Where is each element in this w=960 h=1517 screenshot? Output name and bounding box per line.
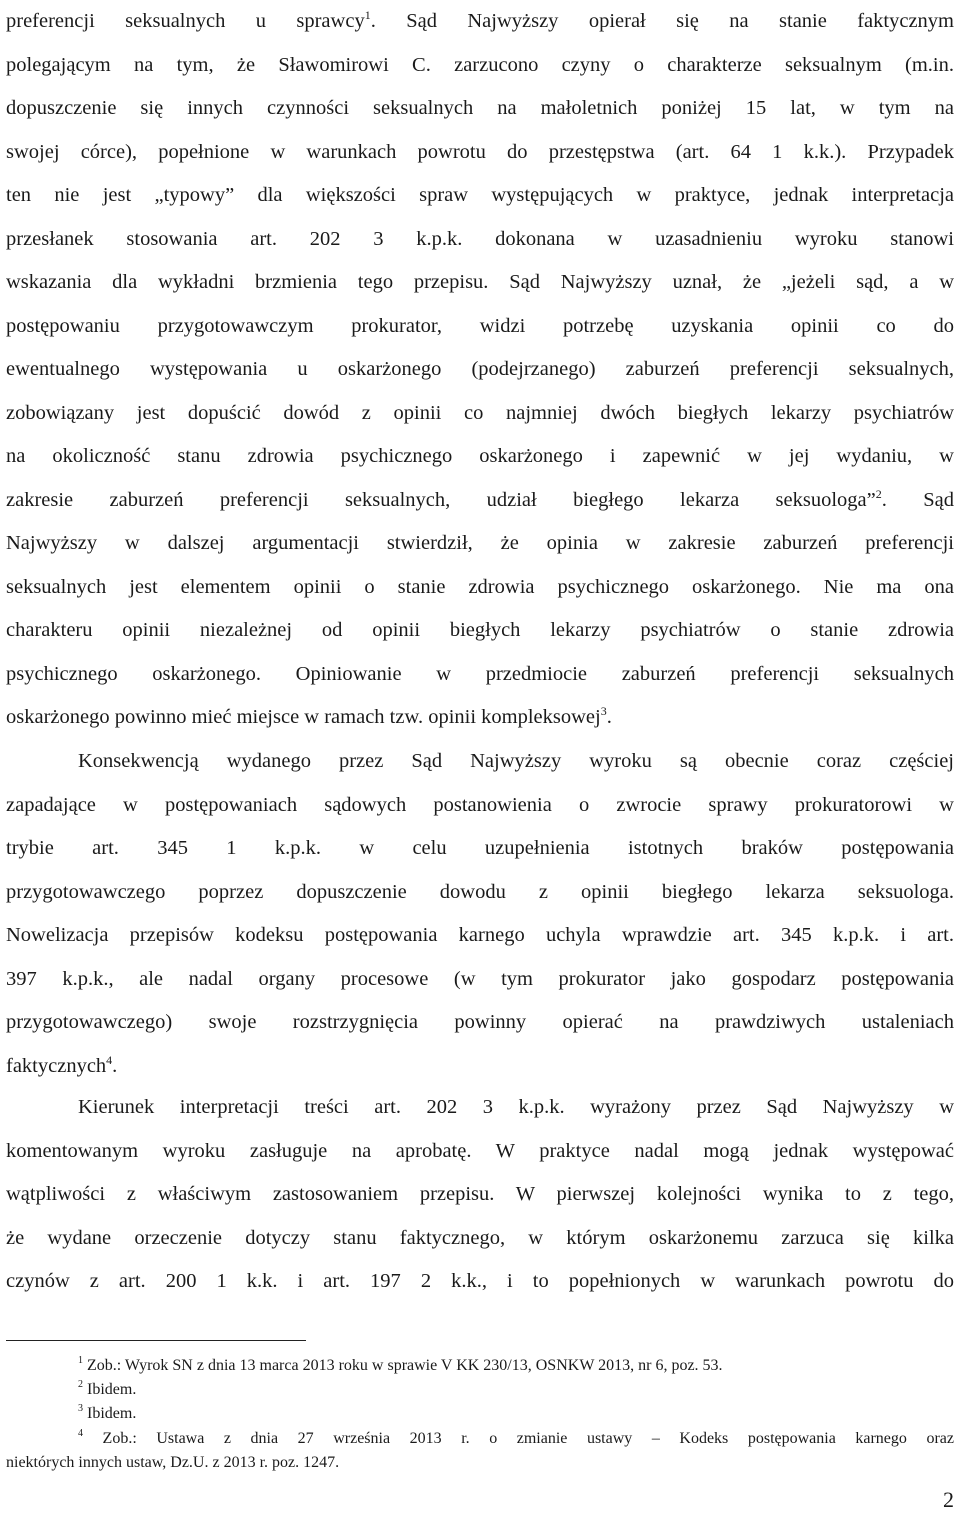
body-line-29 <box>6 1224 954 1252</box>
text-run: na okoliczność stanu zdrowia psychicznego oskarżonego i zapewnić w jej wydaniu, w <box>6 445 954 467</box>
text-run: polegającym na tym, że Sławomirowi C. zarzucono czyny o charakterze seksualnym (m.in. <box>6 53 954 76</box>
text-run: postępowaniu przygotowawczym prokurator, widzi potrzebę uzyskania opinii co do <box>6 314 954 337</box>
footnote-line-2 <box>78 1379 954 1401</box>
text-run: . <box>606 706 612 728</box>
body-line-11 <box>6 442 954 470</box>
body-line-6 <box>6 225 954 253</box>
text-run: zakresie zaburzeń preferencji seksualnych, udział biegłego lekarza seksuologa” <box>6 488 876 511</box>
text-run: faktycznych <box>6 1054 107 1077</box>
page-number: 2 <box>943 1487 954 1512</box>
text-run: Najwyższy w dalszej argumentacji stwierdził, że opinia w zakresie zaburzeń preferencji <box>6 532 954 554</box>
text-run: ewentualnego występowania u oskarżonego (podejrzanego) zaburzeń preferencji seksualnych, <box>6 358 954 380</box>
text-run: charakteru opinii niezależnej od opinii biegłych lekarzy psychiatrów o stanie zdrowia <box>6 619 954 641</box>
text-run: . Sąd <box>881 488 954 511</box>
text-run: . Sąd Najwyższy opierał się na stanie faktycznym <box>370 10 954 32</box>
text-run: przygotowawczego) swoje rozstrzygnięcia powinny opierać na prawdziwych ustaleniach <box>6 1011 954 1033</box>
body-line-9 <box>6 355 954 383</box>
body-line-22 <box>6 921 954 949</box>
body-line-10 <box>6 399 954 427</box>
body-line-24 <box>6 1008 954 1036</box>
text-run: że wydane orzeczenie dotyczy stanu faktycznego, w którym oskarżonemu zarzuca się kilka <box>6 1226 954 1249</box>
body-line-3 <box>6 94 954 122</box>
text-run: komentowanym wyroku zasługuje na aprobatę. W praktyce nadal mogą jednak występować <box>6 1139 954 1162</box>
text-run: Ibidem. <box>83 1405 137 1422</box>
body-line-16 <box>6 660 954 688</box>
footnote-marker: 2 <box>875 486 882 501</box>
body-line-2 <box>6 51 954 79</box>
body-line-19 <box>6 791 954 819</box>
body-line-17 <box>6 703 954 731</box>
body-line-30 <box>6 1267 954 1295</box>
text-run: Kierunek interpretacji treści art. 202 3 k.p.k. wyrażony przez Sąd Najwyższy w <box>78 1096 954 1118</box>
text-run: przesłanek stosowania art. 202 3 k.p.k. dokonana w uzasadnieniu wyroku stanowi <box>6 227 954 250</box>
body-line-8 <box>6 312 954 340</box>
text-run: . <box>112 1054 118 1077</box>
text-run: oskarżonego powinno mieć miejsce w ramach tzw. opinii kompleksowej <box>6 706 601 728</box>
footnote-marker: 1 <box>364 8 371 22</box>
text-run: psychicznego oskarżonego. Opiniowanie w przedmiocie zaburzeń preferencji seksualnych <box>6 662 954 685</box>
text-run: dopuszczenie się innych czynności seksualnych na małoletnich poniżej 15 lat, w tym na <box>6 97 954 119</box>
body-line-27 <box>6 1137 954 1165</box>
body-line-20 <box>6 834 954 862</box>
text-run: trybie art. 345 1 k.p.k. w celu uzupełnienia istotnych braków postępowania <box>6 837 954 859</box>
text-run: Konsekwencją wydanego przez Sąd Najwyższy wyroku są obecnie coraz częściej <box>78 750 954 772</box>
footnote-line-5 <box>6 1452 954 1474</box>
text-run: wątpliwości z właściwym zastosowaniem przepisu. W pierwszej kolejności wynika to z tego, <box>6 1183 954 1205</box>
text-run: seksualnych jest elementem opinii o stanie zdrowia psychicznego oskarżonego. Nie ma ona <box>6 575 954 598</box>
text-run: Ibidem. <box>83 1381 137 1398</box>
body-line-1 <box>6 7 954 35</box>
text-run: Zob.: Wyrok SN z dnia 13 marca 2013 roku w sprawie V KK 230/13, OSNKW 2013, nr 6, poz. 53. <box>83 1357 723 1374</box>
body-line-25 <box>6 1052 954 1080</box>
footnote-marker: 2 <box>78 1379 83 1390</box>
text-run: ten nie jest „typowy” dla większości spraw występujących w praktyce, jednak interpretacja <box>6 184 954 206</box>
text-run: Zob.: Ustawa z dnia 27 września 2013 r. o zmianie ustawy – Kodeks postępowania karnego oraz <box>83 1430 954 1447</box>
body-line-5 <box>6 181 954 209</box>
footnote-separator <box>6 1340 306 1341</box>
text-run: preferencji seksualnych u sprawcy <box>6 10 365 32</box>
text-run: niektórych innych ustaw, Dz.U. z 2013 r. poz. 1247. <box>6 1454 340 1471</box>
footnote-line-3 <box>78 1403 954 1425</box>
body-line-14 <box>6 573 954 601</box>
text-run: Nowelizacja przepisów kodeksu postępowania karnego uchyla wprawdzie art. 345 k.p.k. i art. <box>6 924 954 946</box>
text-run: wskazania dla wykładni brzmienia tego przepisu. Sąd Najwyższy uznał, że „jeżeli sąd, a w <box>6 271 954 293</box>
body-line-26 <box>78 1093 954 1121</box>
footnote-line-4 <box>78 1428 954 1450</box>
body-line-23 <box>6 965 954 993</box>
footnote-marker: 4 <box>78 1428 83 1439</box>
body-line-18 <box>78 747 954 775</box>
text-run: zapadające w postępowaniach sądowych postanowienia o zwrocie sprawy prokuratorowi w <box>6 793 954 816</box>
body-line-7 <box>6 268 954 296</box>
text-run: przygotowawczego poprzez dopuszczenie dowodu z opinii biegłego lekarza seksuologa. <box>6 880 954 903</box>
body-line-4 <box>6 138 954 166</box>
text-run: zobowiązany jest dopuścić dowód z opinii co najmniej dwóch biegłych lekarzy psychiatrów <box>6 401 954 424</box>
body-line-21 <box>6 878 954 906</box>
footnote-line-1 <box>78 1355 954 1377</box>
body-line-15 <box>6 616 954 644</box>
footnote-marker: 3 <box>600 704 607 718</box>
body-line-13 <box>6 529 954 557</box>
text-run: 397 k.p.k., ale nadal organy procesowe (w tym prokurator jako gospodarz postępowania <box>6 967 954 990</box>
body-line-28 <box>6 1180 954 1208</box>
text-run: swojej córce), popełnione w warunkach powrotu do przestępstwa (art. 64 1 k.k.). Przypadek <box>6 140 954 163</box>
footnote-marker: 3 <box>78 1403 83 1414</box>
footnote-marker: 1 <box>78 1355 83 1366</box>
text-run: czynów z art. 200 1 k.k. i art. 197 2 k.k., i to popełnionych w warunkach powrotu do <box>6 1270 954 1292</box>
footnote-marker: 4 <box>106 1052 113 1067</box>
body-line-12 <box>6 486 954 514</box>
